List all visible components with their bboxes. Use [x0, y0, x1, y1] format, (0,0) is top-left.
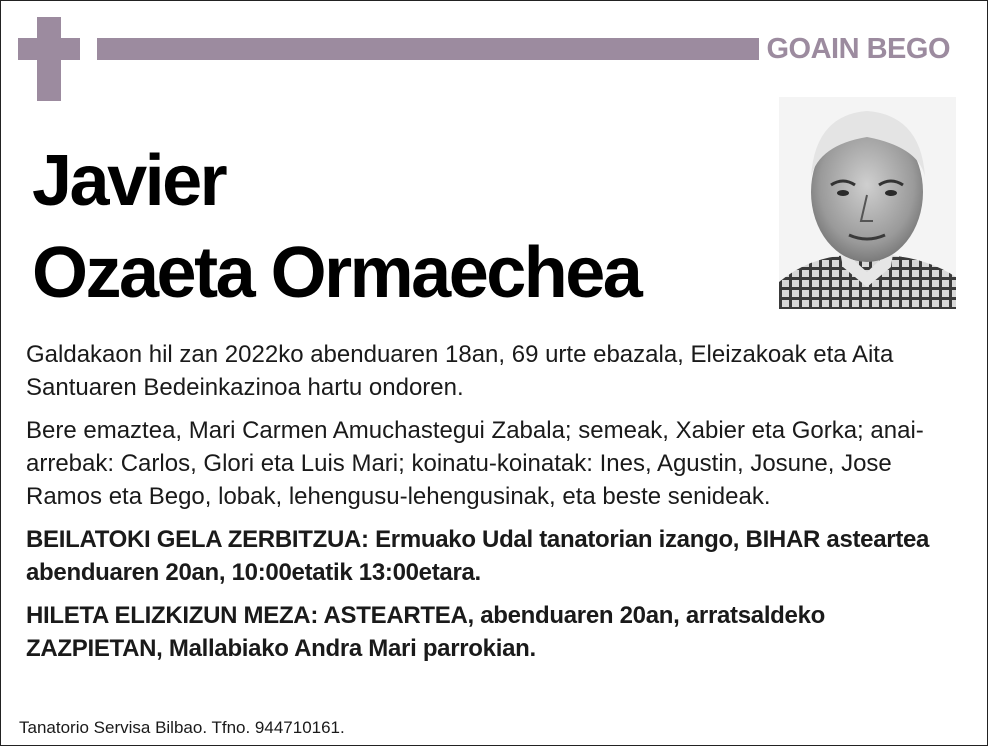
- nickname-label: GOAIN BEGO: [766, 33, 950, 65]
- death-notice-paragraph: Galdakaon hil zan 2022ko abenduaren 18an, 69 urte ebazala, Eleizakoak eta Aita Santuaren Bedeinkazinoa hartu ondoren.: [26, 341, 894, 401]
- portrait-photo: [779, 97, 956, 309]
- deceased-name: [32, 135, 640, 319]
- obituary-body: [26, 338, 961, 675]
- funeral-paragraph: HILETA ELIZKIZUN MEZA: ASTEARTEA, abenduaren 20an, arratsaldeko ZAZPIETAN, Mallabiako Andra Mari parrokian.: [26, 602, 825, 662]
- cross-icon-horizontal: [18, 38, 80, 60]
- surnames: Ozaeta Ormaechea: [32, 233, 641, 313]
- first-name: Javier: [32, 141, 226, 221]
- header-bar: [97, 38, 759, 60]
- family-paragraph: Bere emaztea, Mari Carmen Amuchastegui Zabala; semeak, Xabier eta Gorka; anai-arrebak: Carlos, Glori eta Luis Mari; koinatu-koinatak: Ines, Agustin, Josune, Jose Ramos eta Bego, lobak, lehengusu-lehengusinak, eta beste senideak.: [26, 417, 924, 510]
- portrait-icon: [779, 97, 956, 309]
- wake-paragraph: BEILATOKI GELA ZERBITZUA: Ermuako Udal tanatorian izango, BIHAR asteartea abenduaren 20an, 10:00etatik 13:00etara.: [26, 526, 930, 586]
- funeral-home-footer: Tanatorio Servisa Bilbao. Tfno. 944710161.: [19, 718, 345, 737]
